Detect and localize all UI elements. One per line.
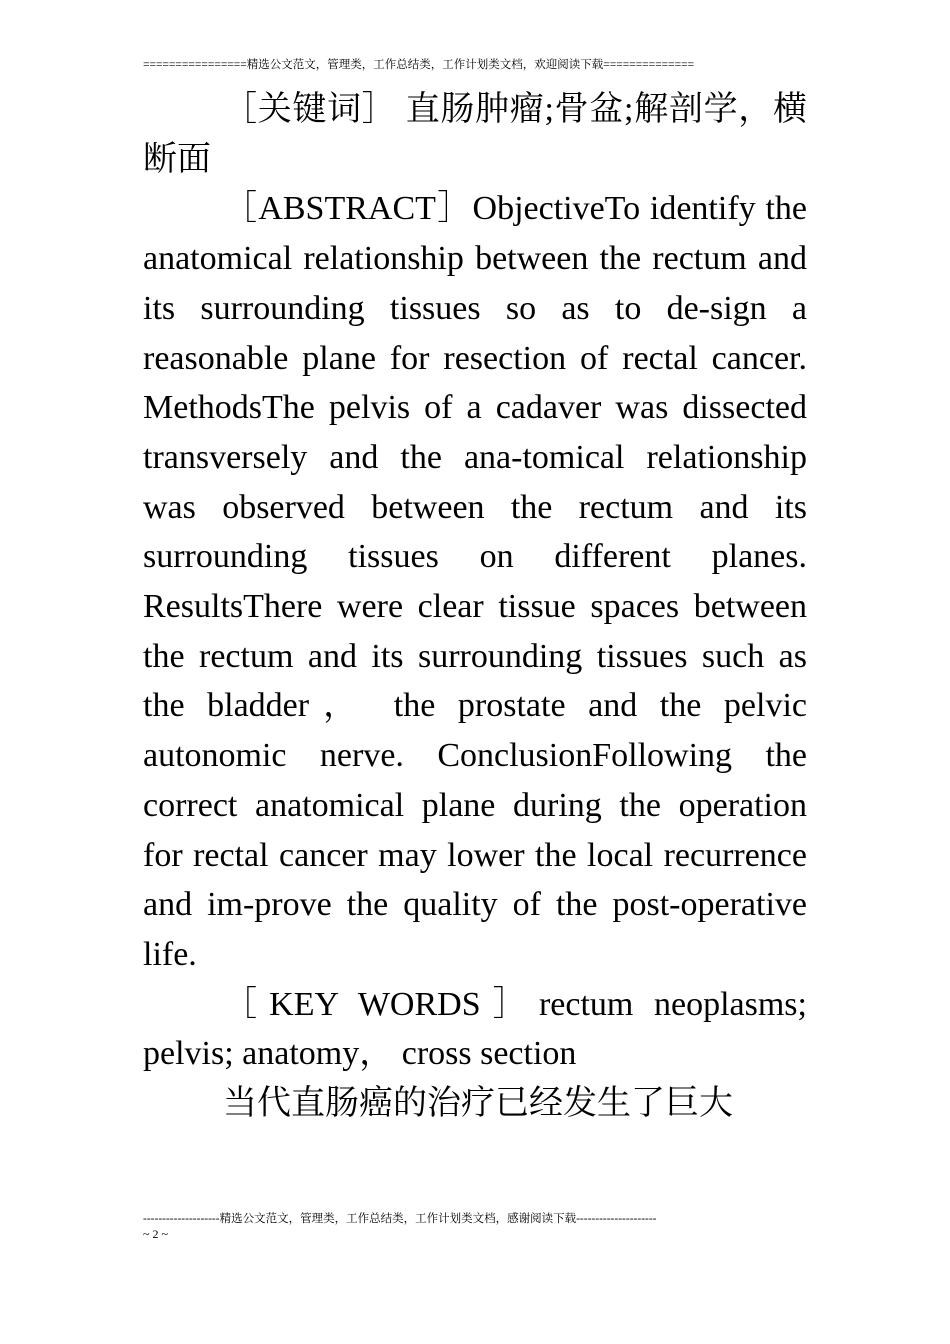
intro-paragraph: [143, 1079, 807, 1129]
keywords-en-label: ［KEY WORDS］: [223, 985, 539, 1023]
page-number: ~ 2 ~: [143, 1227, 168, 1241]
abstract-label: ［ABSTRACT］: [223, 190, 473, 228]
keywords-en-paragraph: [143, 980, 807, 1079]
keywords-cn-label: ［关键词］: [223, 91, 397, 128]
document-body: [143, 85, 807, 1129]
page-footer: --------------------精选公文范文，管理类，工作总结类，工作计划类文档，感谢阅读下载---------------------: [143, 1213, 657, 1225]
keywords-en-text: rectum neoplasms; pelvis; anatomy， cross section: [143, 985, 807, 1073]
abstract-text: ObjectiveTo identify the anatomical relationship between the rectum and its surrounding tissues so as to de-sign a reasonable plane for resection of rectal cancer. MethodsThe pelvis of a cadaver was dissected transversely and the ana-tomical relationship was observed between the rectum and its surrounding tissues on different planes. ResultsThere were clear tissue spaces between the rectum and its surrounding tissues such as the bladder， the prostate and the pelvic autonomic nerve. ConclusionFollowing the correct anatomical plane during the operation for rectal cancer may lower the local recurrence and im-prove the quality of the post-operative life.: [143, 190, 807, 973]
intro-text: 当代直肠癌的治疗已经发生了巨大: [223, 1085, 733, 1123]
keywords-cn-text: 直肠肿瘤;骨盆;解剖学，横断面: [143, 91, 807, 178]
keywords-cn-paragraph: [143, 85, 807, 184]
page-header: ================精选公文范文，管理类，工作总结类，工作计划类文档，欢迎阅读下载==============: [143, 59, 695, 71]
abstract-paragraph: [143, 184, 807, 979]
